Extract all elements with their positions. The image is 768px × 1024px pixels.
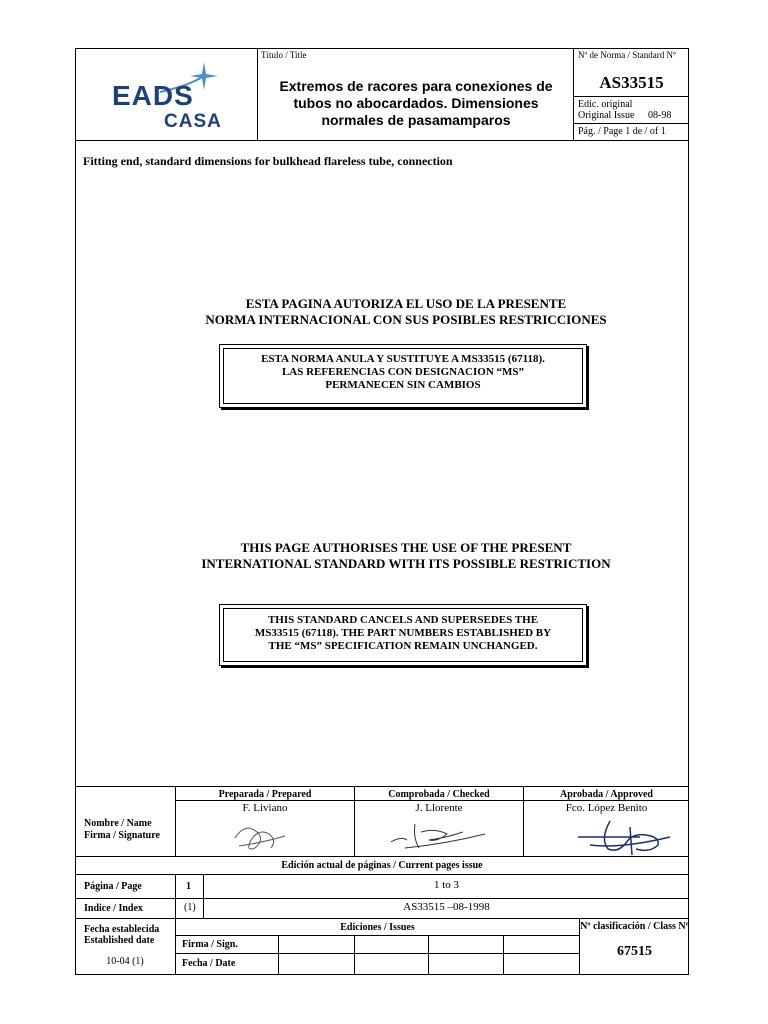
- spanish-notice-text: [220, 353, 586, 392]
- title-label: Título / Title: [261, 50, 307, 60]
- standard-label: Nº de Norma / Standard Nº: [578, 50, 676, 60]
- current-issue-label: Edición actual de páginas / Current pages issue: [281, 860, 483, 871]
- subtitle-english: Fitting end, standard dimensions for bulkhead flareless tube, connection: [83, 154, 453, 168]
- signature-label: Firma / Signature: [84, 830, 160, 841]
- document-title: Extremos de racores para conexiones de tubos no abocardados. Dimensiones normales de pasamamparos: [279, 78, 553, 128]
- established-label-1: Fecha establecida: [84, 924, 160, 935]
- index-col1: (1): [184, 902, 196, 913]
- checked-label: Comprobada / Checked: [388, 789, 490, 800]
- spanish-notice-line-1: ESTA NORMA ANULA Y SUSTITUYE A MS33515 (67118).: [261, 353, 545, 365]
- approved-name: Fco. López Benito: [565, 802, 648, 814]
- spanish-heading: [75, 296, 737, 328]
- english-notice-box: [219, 604, 587, 666]
- spanish-heading-line-1: ESTA PAGINA AUTORIZA EL USO DE LA PRESENTE: [245, 296, 567, 311]
- prepared-label: Preparada / Prepared: [218, 789, 312, 800]
- checked-name: J. Llorente: [415, 802, 463, 814]
- edition-value: 08-98: [648, 110, 672, 121]
- footer-rule-4: [75, 874, 689, 875]
- spanish-notice-box: [219, 344, 587, 408]
- established-value: 10-04 (1): [106, 956, 144, 967]
- english-heading: [75, 540, 737, 572]
- spanish-notice-line-3: PERMANECEN SIN CAMBIOS: [325, 379, 481, 391]
- english-heading-line-2: INTERNATIONAL STANDARD WITH ITS POSSIBLE RESTRICTION: [201, 556, 611, 571]
- footer-vline-10: [503, 935, 504, 975]
- header-bottom-rule: [75, 140, 689, 141]
- page-range: 1 to 3: [433, 879, 460, 891]
- english-notice-line-3: THE “MS” SPECIFICATION REMAIN UNCHANGED.: [268, 640, 538, 652]
- header-divider-2: [573, 48, 574, 140]
- approved-signature: [570, 815, 690, 857]
- header-rule-b: [573, 123, 689, 124]
- edition-label-2: Original Issue: [578, 110, 635, 121]
- footer-rule-5: [75, 898, 689, 899]
- header-divider-1: [257, 48, 258, 140]
- page-label: Página / Page: [84, 881, 142, 892]
- eads-casa-logo: [100, 58, 240, 136]
- checked-signature: [385, 818, 495, 856]
- established-label-2: Established date: [84, 935, 155, 946]
- footer-rule-8: [175, 953, 579, 954]
- logo-text-casa: CASA: [164, 111, 222, 132]
- approved-label: Aprobada / Approved: [560, 789, 653, 800]
- footer-rule-2: [175, 800, 689, 801]
- footer-vline-8: [354, 935, 355, 975]
- english-notice-line-1: THIS STANDARD CANCELS AND SUPERSEDES THE: [267, 614, 539, 626]
- class-label: Nº clasificación / Class Nº: [580, 921, 689, 932]
- footer-rule-6: [75, 918, 689, 919]
- editions-label: Ediciones / Issues: [340, 922, 415, 933]
- firma-sign-label: Firma / Sign.: [182, 939, 238, 950]
- spanish-notice-line-2: LAS REFERENCIAS CON DESIGNACION “MS”: [281, 366, 525, 378]
- footer-vline-7: [278, 935, 279, 975]
- standard-number: AS33515: [599, 73, 664, 92]
- fecha-date-label: Fecha / Date: [182, 958, 236, 969]
- page-info: Pág. / Page 1 de / of 1: [578, 126, 666, 137]
- index-label: Indice / Index: [84, 903, 143, 914]
- english-notice-text: [220, 614, 586, 653]
- english-notice-line-2: MS33515 (67118). THE PART NUMBERS ESTABLISHED BY: [254, 627, 552, 639]
- header-rule-a: [573, 96, 689, 97]
- prepared-name: F. Liviano: [242, 802, 288, 814]
- class-number: 67515: [617, 944, 652, 959]
- footer-vline-9: [428, 935, 429, 975]
- name-label: Nombre / Name: [84, 818, 152, 829]
- prepared-signature: [225, 818, 305, 856]
- spanish-heading-line-2: NORMA INTERNACIONAL CON SUS POSIBLES RESTRICCIONES: [205, 312, 607, 327]
- logo-text-eads: EADS: [112, 80, 194, 111]
- page-col1: 1: [186, 881, 191, 892]
- footer-rule-1: [75, 786, 689, 787]
- footer-rule-7: [175, 935, 579, 936]
- edition-label-1: Edic. original: [578, 99, 633, 110]
- english-heading-line-1: THIS PAGE AUTHORISES THE USE OF THE PRESENT: [240, 540, 572, 555]
- index-value: AS33515 –08-1998: [403, 901, 490, 913]
